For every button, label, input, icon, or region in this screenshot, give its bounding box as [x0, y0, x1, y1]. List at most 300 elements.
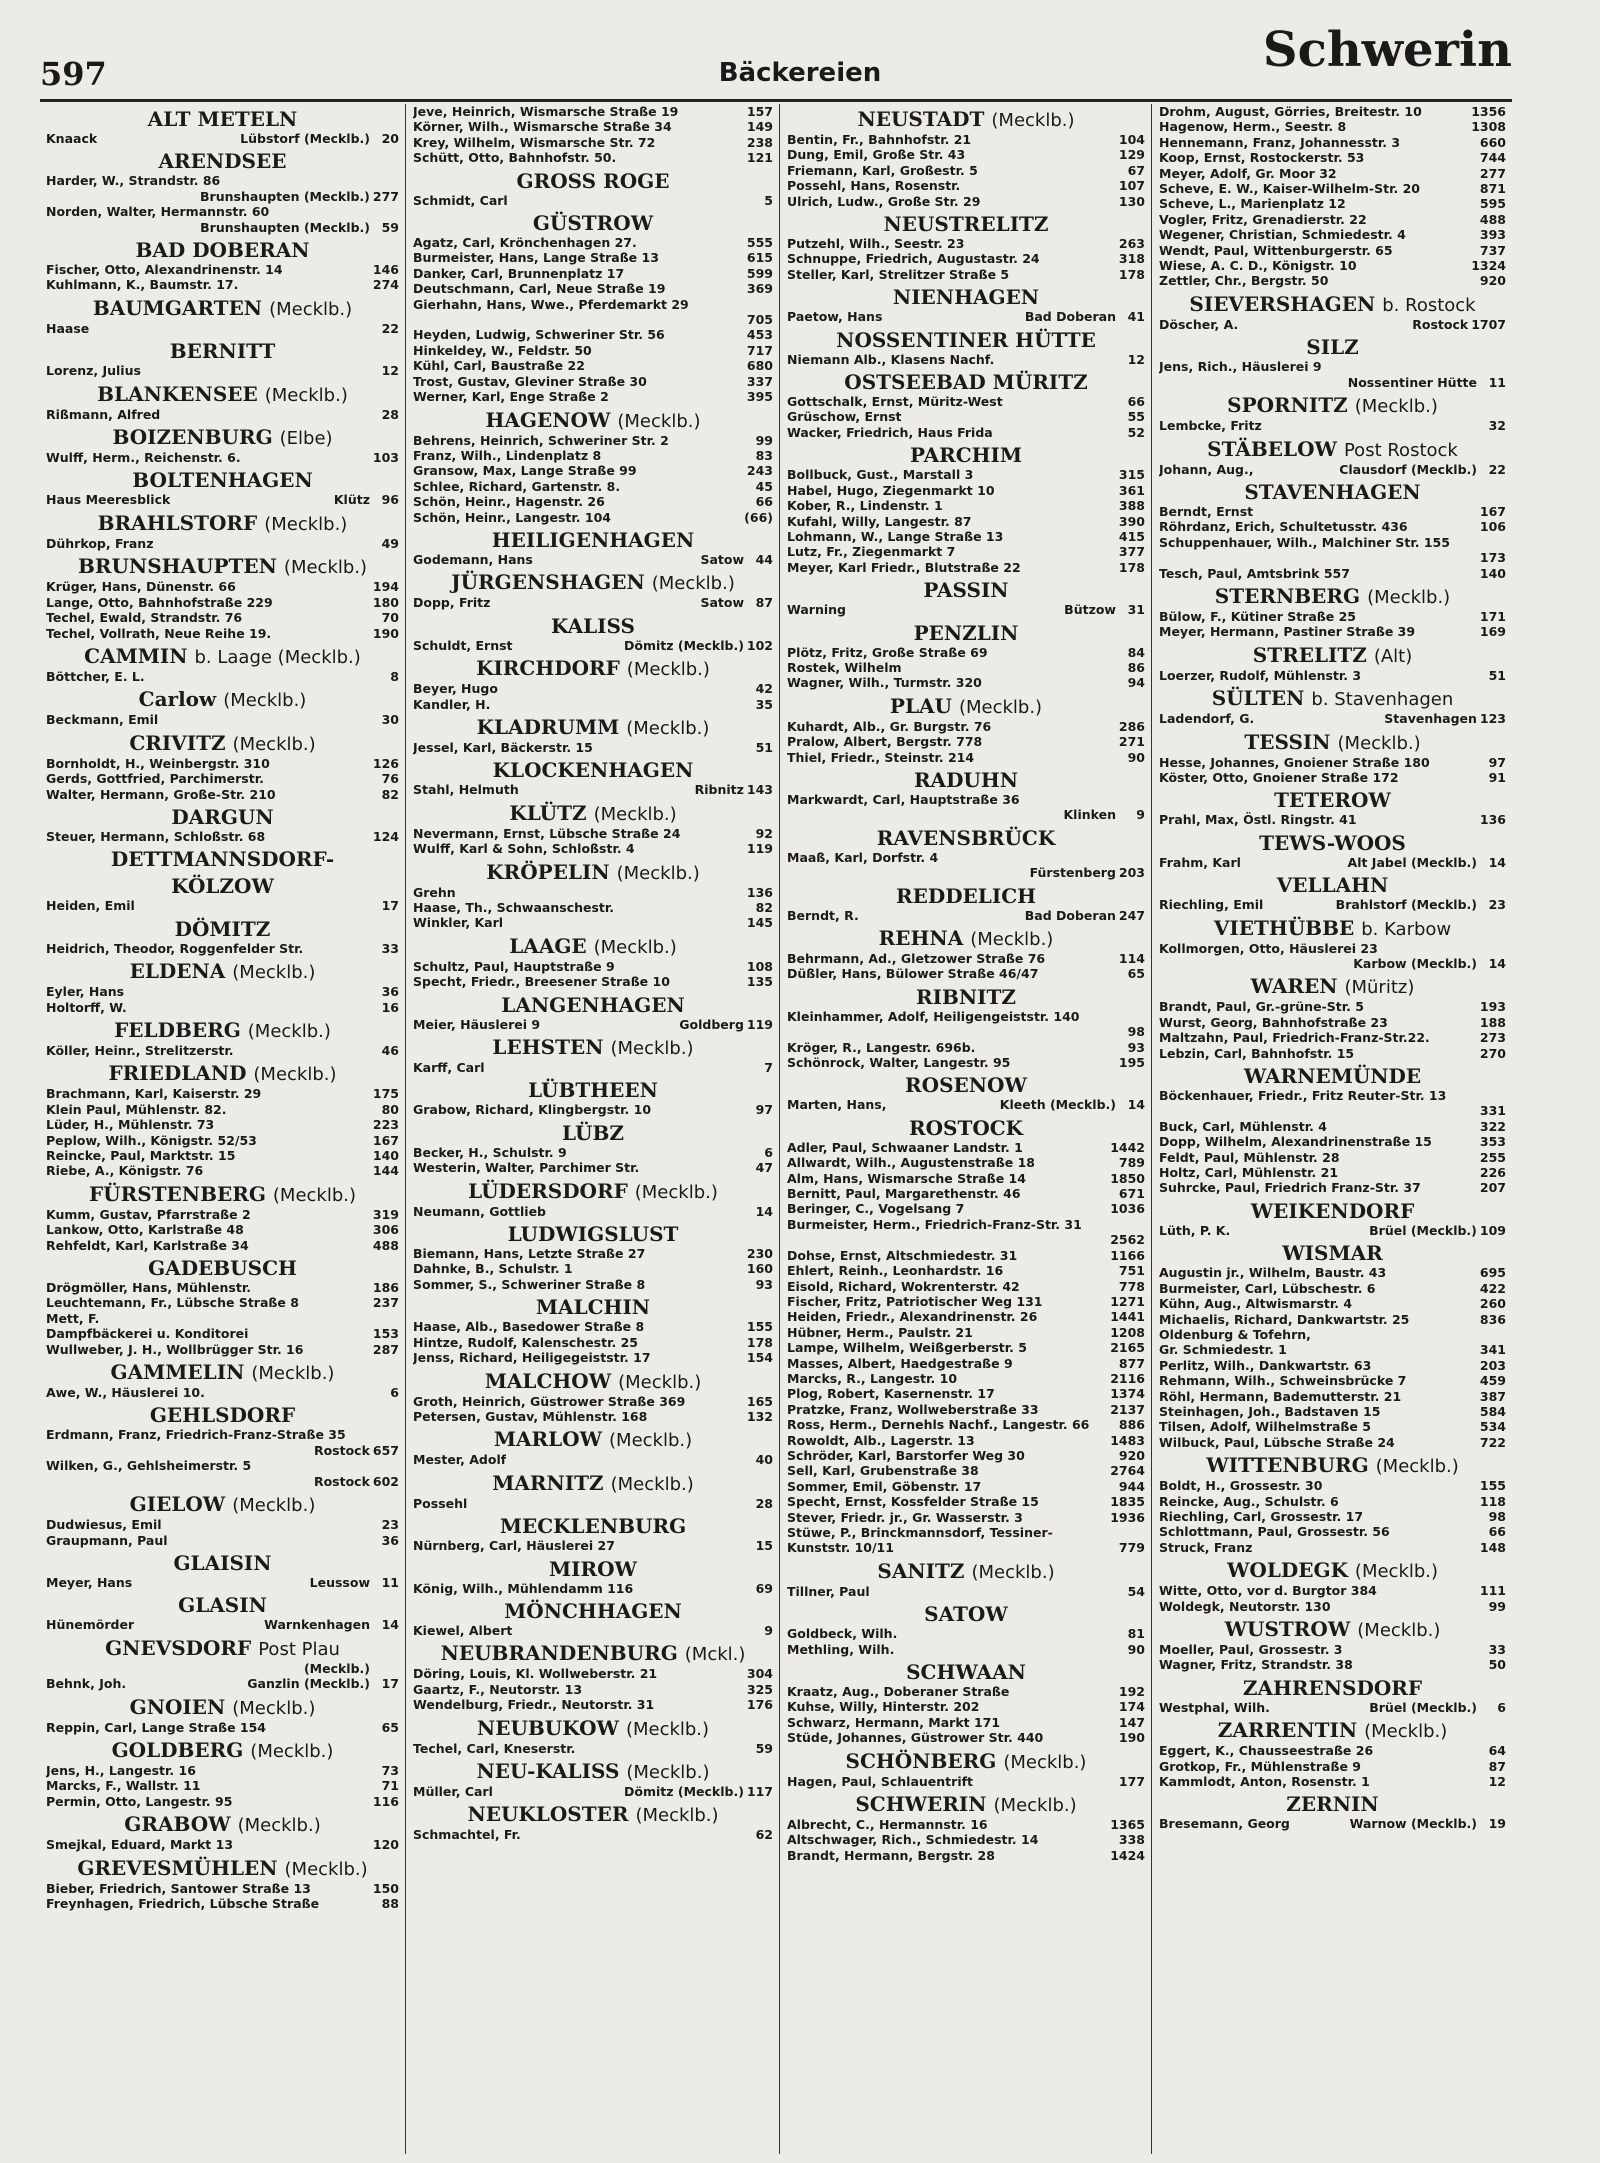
town-heading — [1159, 481, 1506, 504]
town-suffix: (Mecklb.) — [232, 962, 316, 984]
entry-phone: 23 — [1488, 897, 1506, 913]
town-name: NEUSTADT — [857, 107, 985, 131]
entry-phone: 1374 — [1110, 1386, 1145, 1402]
town-name: STERNBERG — [1214, 583, 1361, 608]
town-heading — [413, 212, 773, 235]
entry-phone: 1365 — [1110, 1817, 1145, 1833]
town-name: CAMMIN — [84, 643, 188, 668]
bakery-entry — [787, 1055, 1145, 1070]
bakery-entry — [787, 1186, 1145, 1201]
entry-phone: 680 — [746, 358, 773, 374]
entry-name: Körner, Wilh., Wismarsche Straße 34 — [413, 119, 672, 135]
town-heading — [46, 1493, 399, 1517]
bakery-entry — [413, 595, 773, 610]
town-name: MARLOW — [493, 1427, 603, 1452]
entry-name: Plog, Robert, Kasernenstr. 17 — [787, 1386, 995, 1402]
bakery-entry — [787, 1155, 1145, 1170]
entry-phone: 744 — [1479, 150, 1506, 166]
entry-phone: 155 — [746, 1319, 773, 1335]
bakery-entry — [1159, 1150, 1506, 1165]
town-heading — [413, 1558, 773, 1581]
bakery-entry — [46, 1474, 399, 1489]
town-name: HEILIGENHAGEN — [491, 527, 695, 552]
town-suffix: (Mecklb.) — [651, 573, 735, 595]
bakery-entry — [787, 394, 1145, 409]
entry-name: Pratzke, Franz, Wollweberstraße 33 — [787, 1401, 1039, 1417]
entry-phone: 154 — [746, 1350, 773, 1366]
entry-place: Dömitz (Mecklb.) — [623, 1783, 744, 1799]
bakery-entry — [46, 787, 399, 802]
entry-name: Woldegk, Neutorstr. 130 — [1159, 1598, 1331, 1614]
entry-phone: 59 — [755, 1740, 773, 1756]
entry-phone: 1356 — [1471, 104, 1506, 119]
entry-place: Leussow — [309, 1574, 370, 1590]
entry-name: Kandler, H. — [413, 696, 491, 712]
town-name: ALT METELN — [147, 107, 298, 131]
town-heading — [46, 1813, 399, 1837]
entry-phone: 66 — [755, 494, 773, 510]
bakery-entry — [46, 771, 399, 786]
entry-name: Röhl, Hermann, Bademutterstr. 21 — [1159, 1388, 1402, 1404]
bakery-entry — [787, 1699, 1145, 1714]
entry-name: Grotkop, Fr., Mühlenstraße 9 — [1159, 1758, 1362, 1774]
town-name: GRABOW — [124, 1812, 231, 1837]
entry-name: Suhrcke, Paul, Friedrich Franz-Str. 37 — [1159, 1180, 1421, 1196]
entry-phone: 45 — [755, 478, 773, 494]
entry-name: Müller, Carl — [413, 1783, 493, 1799]
entry-phone: 70 — [381, 610, 399, 626]
entry-phone: 695 — [1479, 1265, 1506, 1281]
town-heading — [1159, 394, 1506, 418]
entry-name: Danker, Carl, Brunnenplatz 17 — [413, 265, 625, 281]
bakery-entry — [787, 1356, 1145, 1371]
entry-place: Brüel (Mecklb.) — [1369, 1222, 1477, 1238]
town-heading — [413, 935, 773, 959]
entry-phone: 50 — [1488, 1657, 1506, 1673]
entry-name: Nevermann, Ernst, Lübsche Straße 24 — [413, 825, 681, 841]
entry-name: Erdmann, Franz, Friedrich-Franz-Straße 35 — [46, 1427, 346, 1443]
entry-phone: 96 — [381, 492, 399, 508]
entry-phone: 150 — [372, 1880, 399, 1896]
bakery-entry — [46, 898, 399, 913]
town-name: GNEVSDORF — [105, 1635, 252, 1660]
town-heading — [413, 994, 773, 1017]
entry-phone: 192 — [1118, 1684, 1145, 1700]
entry-phone: 178 — [1118, 559, 1145, 575]
entry-phone: 393 — [1479, 227, 1506, 243]
entry-phone: 36 — [381, 984, 399, 1000]
entry-phone: 46 — [381, 1042, 399, 1058]
entry-phone: 286 — [1118, 718, 1145, 734]
town-suffix: (Mecklb.) — [616, 862, 700, 884]
entry-phone: 104 — [1118, 132, 1145, 147]
bakery-entry — [413, 1623, 773, 1638]
bakery-entry — [787, 966, 1145, 981]
bakery-entry — [1159, 770, 1506, 785]
town-heading — [46, 383, 399, 407]
bakery-entry — [787, 352, 1145, 367]
entry-phone: 132 — [746, 1408, 773, 1424]
town-heading — [1159, 1719, 1506, 1743]
bakery-entry — [787, 1494, 1145, 1509]
town-heading — [413, 861, 773, 885]
bakery-entry — [413, 552, 773, 567]
entry-name: Stüde, Johannes, Güstrower Str. 440 — [787, 1730, 1044, 1746]
entry-phone: 169 — [1479, 624, 1506, 640]
entry-phone: 109 — [1479, 1222, 1506, 1238]
entry-name: Drohm, August, Görries, Breitestr. 10 — [1159, 104, 1422, 119]
entry-name: Hintze, Rudolf, Kalenschestr. 25 — [413, 1334, 638, 1350]
entry-phone: 944 — [1118, 1478, 1145, 1494]
bakery-entry — [413, 1335, 773, 1350]
town-heading — [1159, 832, 1506, 855]
entry-phone: 331 — [1479, 1103, 1506, 1119]
entry-name: Bornholdt, H., Weinbergstr. 310 — [46, 755, 270, 771]
entry-phone: 190 — [372, 625, 399, 641]
bakery-entry — [787, 1309, 1145, 1324]
entry-name: Habel, Hugo, Ziegenmarkt 10 — [787, 482, 995, 498]
bakery-entry — [413, 740, 773, 755]
town-suffix: (Mecklb.) — [958, 696, 1043, 718]
bakery-entry — [46, 579, 399, 594]
bakery-entry — [413, 1697, 773, 1712]
entry-place: Kleeth (Mecklb.) — [999, 1097, 1116, 1113]
bakery-entry — [1159, 1524, 1506, 1539]
entry-phone: 657 — [372, 1442, 399, 1458]
entry-phone: 82 — [381, 786, 399, 802]
entry-name: Wullweber, J. H., Wollbrügger Str. 16 — [46, 1341, 304, 1357]
town-heading — [46, 1552, 399, 1575]
entry-phone: 82 — [755, 900, 773, 915]
entry-phone: 1835 — [1110, 1494, 1145, 1510]
town-suffix: (Mecklb.) — [247, 1020, 331, 1042]
bakery-entry — [787, 1448, 1145, 1463]
bakery-entry — [1159, 258, 1506, 273]
town-name: KRÖPELIN — [486, 859, 610, 884]
town-name: WOLDEGK — [1226, 1558, 1348, 1583]
entry-phone: 160 — [746, 1261, 773, 1277]
town-name: DÖMITZ — [174, 916, 271, 941]
bakery-entry — [787, 483, 1145, 498]
entry-name: Krüger, Hans, Dünenstr. 66 — [46, 579, 236, 595]
bakery-entry — [46, 1117, 399, 1132]
town-suffix: (Mecklb.) — [610, 1038, 694, 1060]
entry-name: Hinkeldey, W., Feldstr. 50 — [413, 342, 592, 358]
bakery-entry — [413, 510, 773, 525]
entry-phone: 1936 — [1110, 1509, 1145, 1525]
entry-name: Franz, Wilh., Lindenplatz 8 — [413, 447, 602, 463]
entry-name: Schwarz, Hermann, Markt 171 — [787, 1714, 1001, 1730]
entry-phone: 17 — [381, 898, 399, 914]
town-heading — [787, 1560, 1145, 1584]
town-heading — [46, 426, 399, 450]
entry-phone: 1442 — [1110, 1139, 1145, 1155]
entry-phone: 28 — [381, 406, 399, 422]
bakery-entry — [1159, 104, 1506, 119]
entry-name: Jens, H., Langestr. 16 — [46, 1762, 196, 1778]
town-suffix: (Mecklb.) — [991, 110, 1075, 131]
entry-place: Warnkenhagen — [264, 1617, 370, 1633]
bakery-entry — [1159, 956, 1506, 971]
entry-phone: 153 — [372, 1326, 399, 1342]
bakery-entry — [46, 321, 399, 336]
entry-name: Döring, Louis, Kl. Wollweberstr. 21 — [413, 1666, 658, 1682]
entry-name: Rehmann, Wilh., Schweinsbrücke 7 — [1159, 1373, 1407, 1389]
entry-phone: 2116 — [1110, 1370, 1145, 1386]
entry-phone: 1850 — [1110, 1170, 1145, 1186]
bakery-entry — [787, 602, 1145, 617]
entry-name: Schröder, Karl, Barstorfer Weg 30 — [787, 1447, 1025, 1463]
town-suffix: (Mecklb.) — [625, 1718, 710, 1740]
entry-name: Reincke, Paul, Marktstr. 15 — [46, 1148, 236, 1163]
entry-name: Witte, Otto, vor d. Burgtor 384 — [1159, 1583, 1377, 1599]
town-name: REHNA — [878, 926, 964, 950]
town-name: PARCHIM — [909, 443, 1023, 468]
bakery-entry — [787, 425, 1145, 440]
bakery-entry — [413, 327, 773, 342]
entry-name: Riechling, Emil — [1159, 897, 1264, 913]
section-title: Bäckereien — [718, 58, 882, 88]
town-name: CRIVITZ — [129, 730, 226, 755]
entry-phone: 16 — [381, 999, 399, 1015]
town-name: BAUMGARTEN — [92, 295, 263, 320]
bakery-entry — [1159, 1030, 1506, 1045]
entry-phone: 8 — [390, 668, 399, 684]
entry-place: Warnow (Mecklb.) — [1349, 1816, 1477, 1832]
entry-name: Michaelis, Richard, Dankwartstr. 25 — [1159, 1311, 1410, 1327]
bakery-entry — [787, 675, 1145, 690]
entry-phone: 167 — [372, 1132, 399, 1148]
entry-name: Jenss, Richard, Heiligegeiststr. 17 — [413, 1350, 651, 1366]
entry-name: Wulff, Herm., Reichenstr. 6. — [46, 450, 241, 466]
bakery-entry — [46, 669, 399, 684]
bakery-entry — [46, 756, 399, 771]
entry-phone: 388 — [1118, 498, 1145, 514]
entry-phone: 36 — [381, 1532, 399, 1548]
entry-name: Dopp, Fritz — [413, 595, 491, 611]
entry-phone: 7 — [764, 1060, 773, 1076]
entry-place: Goldberg — [679, 1016, 744, 1032]
town-name: WARNEMÜNDE — [1243, 1064, 1422, 1089]
town-heading — [46, 918, 399, 941]
entry-name: Meyer, Hans — [46, 1574, 133, 1590]
entry-name: Scheve, L., Marienplatz 12 — [1159, 196, 1346, 212]
town-heading — [787, 329, 1145, 352]
bakery-entry — [413, 389, 773, 404]
town-name: RIBNITZ — [916, 984, 1016, 1009]
entry-phone: (66) — [744, 509, 773, 525]
town-heading — [787, 695, 1145, 719]
bakery-entry — [787, 1263, 1145, 1278]
town-name: LUDWIGSLUST — [507, 1222, 679, 1247]
entry-name: Schlottmann, Paul, Grossestr. 56 — [1159, 1524, 1390, 1540]
entry-name: Deutschmann, Carl, Neue Straße 19 — [413, 281, 666, 297]
town-suffix: (Mecklb.) — [232, 733, 316, 755]
bakery-entry — [1159, 711, 1506, 726]
entry-phone: 35 — [755, 696, 773, 712]
bakery-entry — [413, 150, 773, 165]
entry-phone: 230 — [746, 1246, 773, 1262]
entry-name: Paetow, Hans — [787, 309, 883, 325]
town-heading — [1159, 874, 1506, 897]
town-name: ELDENA — [129, 959, 226, 984]
entry-name: Schuldt, Ernst — [413, 637, 513, 653]
entry-name: Schmidt, Carl — [413, 192, 508, 208]
entry-name: Köller, Heinr., Strelitzerstr. — [46, 1042, 234, 1058]
entry-name: Agatz, Carl, Krönchenhagen 27. — [413, 235, 637, 251]
town-name: BRAHLSTORF — [97, 510, 258, 535]
entry-phone: 387 — [1479, 1388, 1506, 1404]
entry-phone: 338 — [1118, 1832, 1145, 1848]
entry-name: Johann, Aug., — [1159, 461, 1254, 477]
entry-phone: 671 — [1118, 1186, 1145, 1202]
bakery-entry — [413, 135, 773, 150]
entry-phone: 488 — [372, 1237, 399, 1253]
entry-phone: 255 — [1479, 1149, 1506, 1165]
bakery-entry — [46, 610, 399, 625]
entry-phone: 5 — [764, 192, 773, 208]
town-suffix: (Mecklb.) — [593, 936, 677, 958]
town-name: MECKLENBURG — [499, 1514, 687, 1539]
entry-phone: 12 — [381, 363, 399, 379]
town-heading — [413, 529, 773, 552]
bakery-entry — [1159, 519, 1506, 534]
entry-name: Boldt, H., Grossestr. 30 — [1159, 1478, 1323, 1494]
entry-name: Jens, Rich., Häuslerei 9 — [1159, 359, 1322, 375]
bakery-entry — [46, 1342, 399, 1357]
bakery-entry — [787, 1715, 1145, 1730]
entry-phone: 203 — [1118, 865, 1145, 881]
entry-phone: 602 — [372, 1473, 399, 1489]
entry-name: Thiel, Friedr., Steinstr. 214 — [787, 749, 975, 765]
bakery-entry — [46, 1163, 399, 1178]
entry-name: Gierhahn, Hans, Wwe., Pferdemarkt 29 — [413, 296, 689, 312]
bakery-entry — [413, 1581, 773, 1596]
entry-name: Steuer, Hermann, Schloßstr. 68 — [46, 828, 266, 844]
entry-name: Prahl, Max, Östl. Ringstr. 41 — [1159, 812, 1357, 828]
entry-phone: 9 — [1136, 807, 1145, 823]
entry-phone: 1707 — [1471, 316, 1506, 332]
entry-name: Biemann, Hans, Letzte Straße 27 — [413, 1246, 646, 1262]
entry-name: Dopp, Wilhelm, Alexandrinenstraße 15 — [1159, 1134, 1432, 1150]
entry-name: Dampfbäckerei u. Konditorei — [46, 1326, 249, 1342]
bakery-entry — [46, 1778, 399, 1793]
town-heading — [1159, 731, 1506, 755]
town-suffix: b. Karbow — [1361, 918, 1452, 940]
entry-name: Graupmann, Paul — [46, 1532, 168, 1548]
bakery-entry — [787, 865, 1145, 880]
entry-place: Clausdorf (Mecklb.) — [1339, 461, 1477, 477]
bakery-entry — [413, 343, 773, 358]
entry-phone: 177 — [1118, 1773, 1145, 1789]
entry-phone: 306 — [372, 1222, 399, 1238]
entry-phone: 174 — [1118, 1699, 1145, 1715]
town-name: VELLAHN — [1276, 873, 1389, 898]
entry-name: Ross, Herm., Dernehls Nachf., Langestr. 66 — [787, 1417, 1090, 1433]
bakery-entry — [46, 536, 399, 551]
town-heading — [413, 1600, 773, 1623]
entry-phone: 80 — [381, 1101, 399, 1117]
bakery-entry — [1159, 1759, 1506, 1774]
entry-phone: 390 — [1118, 513, 1145, 529]
entry-phone: 1483 — [1110, 1432, 1145, 1448]
entry-phone: 83 — [755, 447, 773, 463]
entry-place: Bad Doberan — [1024, 309, 1116, 325]
town-name: WEIKENDORF — [1250, 1198, 1415, 1223]
entry-phone: 751 — [1118, 1263, 1145, 1279]
entry-name: Steinhagen, Joh., Badstaven 15 — [1159, 1403, 1381, 1419]
entry-name: Behnk, Joh. — [46, 1676, 127, 1692]
bakery-entry — [46, 1763, 399, 1778]
bakery-entry — [413, 697, 773, 712]
entry-name: Heiden, Emil — [46, 898, 135, 914]
entry-name: Techel, Ewald, Strandstr. 76 — [46, 610, 243, 626]
entry-phone: 789 — [1118, 1155, 1145, 1171]
town-heading — [787, 371, 1145, 394]
entry-name: Lebzin, Carl, Bahnhofstr. 15 — [1159, 1045, 1355, 1061]
entry-phone: 260 — [1479, 1296, 1506, 1312]
town-heading — [787, 769, 1145, 792]
bakery-entry — [1159, 1342, 1506, 1357]
entry-name: Groth, Heinrich, Güstrower Straße 369 — [413, 1393, 686, 1409]
entry-phone: 274 — [372, 277, 399, 293]
entry-name: Specht, Ernst, Kossfelder Straße 15 — [787, 1494, 1039, 1510]
town-heading — [787, 986, 1145, 1009]
bakery-entry — [787, 1848, 1145, 1863]
bakery-entry — [1159, 812, 1506, 827]
bakery-entry — [46, 1222, 399, 1237]
entry-name: Wacker, Friedrich, Haus Frida — [787, 424, 993, 440]
entry-phone: 106 — [1479, 519, 1506, 535]
bakery-entry — [787, 1402, 1145, 1417]
entry-name: Ladendorf, G. — [1159, 711, 1255, 727]
entry-phone: 325 — [746, 1681, 773, 1697]
bakery-entry — [46, 1881, 399, 1896]
bakery-entry — [1159, 566, 1506, 581]
bakery-entry — [413, 119, 773, 134]
entry-phone: 207 — [1479, 1180, 1506, 1196]
bakery-entry — [787, 1730, 1145, 1745]
entry-name: Dahnke, B., Schulstr. 1 — [413, 1261, 573, 1277]
bakery-entry — [413, 297, 773, 312]
entry-name: Wagner, Fritz, Strandstr. 38 — [1159, 1657, 1353, 1673]
entry-phone: 76 — [381, 771, 399, 787]
town-name: NEU-KALISS — [476, 1758, 620, 1783]
bakery-entry — [413, 900, 773, 915]
entry-name: Specht, Friedr., Breesener Straße 10 — [413, 974, 670, 990]
entry-phone: 778 — [1118, 1278, 1145, 1294]
town-suffix: (Mecklb.) — [617, 410, 701, 432]
bakery-entry — [1159, 1312, 1506, 1327]
entry-name: Wagner, Wilh., Turmstr. 320 — [787, 675, 982, 691]
entry-name: Schön, Heinr., Langestr. 104 — [413, 509, 611, 525]
bakery-entry — [413, 463, 773, 478]
entry-phone: 32 — [1488, 418, 1506, 434]
entry-phone: 615 — [746, 250, 773, 266]
entry-phone: 555 — [746, 235, 773, 251]
entry-name: Buck, Carl, Mühlenstr. 4 — [1159, 1118, 1327, 1134]
entry-name: Kühl, Carl, Baustraße 22 — [413, 358, 585, 374]
town-heading — [1159, 336, 1506, 359]
entry-name: Bollbuck, Gust., Marstall 3 — [787, 467, 974, 483]
entry-name: Maltzahn, Paul, Friedrich-Franz-Str.22. — [1159, 1030, 1430, 1046]
entry-name: Methling, Wilh. — [787, 1641, 895, 1657]
entry-name: Behrens, Heinrich, Schweriner Str. 2 — [413, 432, 669, 448]
entry-name: Kraatz, Aug., Doberaner Straße — [787, 1684, 1010, 1700]
bakery-entry — [787, 734, 1145, 749]
bakery-entry — [787, 1371, 1145, 1386]
entry-phone: 319 — [372, 1206, 399, 1222]
